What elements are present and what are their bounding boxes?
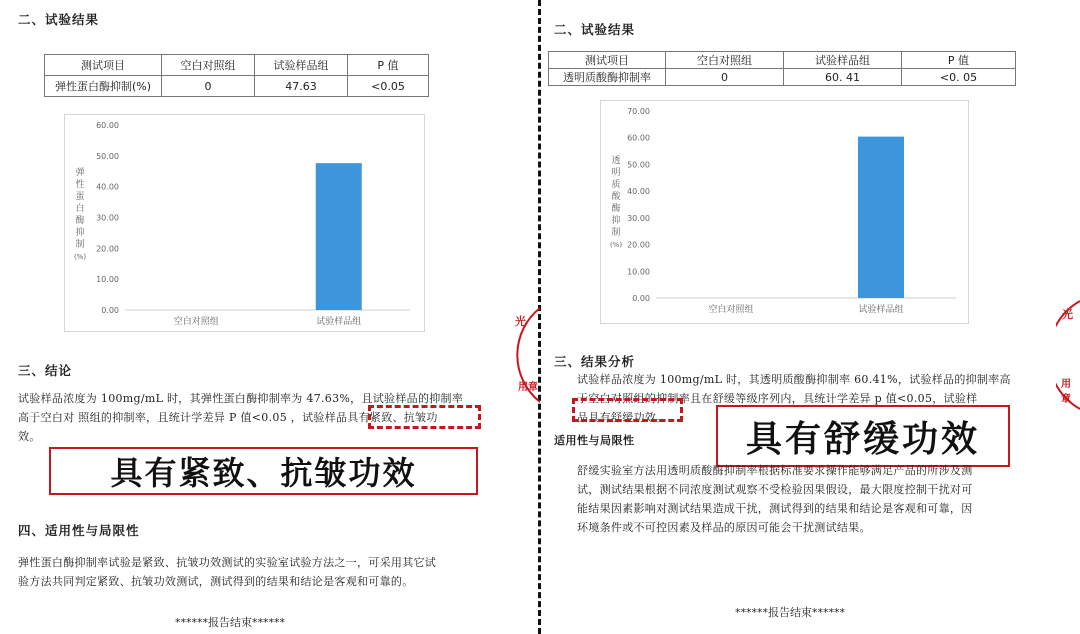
y-tick-label: 60.00 [627, 133, 650, 143]
text-line: 能结果因素影响对测试结果造成干扰，测试得到的结果和结论是客观和可靠，因 [577, 502, 973, 515]
y-axis-label-char: 弹 [75, 168, 85, 178]
right-analysis-heading: 三、结果分析 [554, 354, 636, 369]
y-tick-label: 0.00 [632, 294, 650, 303]
y-axis-label-char: 酸 [611, 192, 621, 202]
y-axis-label-char: 性 [75, 180, 85, 190]
y-axis-label-char: 抑 [611, 216, 621, 226]
y-axis-label-char: 蛋 [75, 192, 85, 202]
table-header-row [45, 55, 429, 76]
y-axis-label-char: 明 [611, 168, 621, 178]
table-header-cell: 空白对照组 [162, 55, 255, 76]
table-cell: 0 [162, 76, 255, 97]
y-tick-label: 20.00 [96, 244, 119, 254]
y-tick-label: 70.00 [627, 107, 650, 116]
y-tick-label: 50.00 [96, 151, 119, 161]
table-cell: 47.63 [255, 76, 348, 97]
y-axis-label-char: 酶 [611, 204, 621, 214]
table-header-cell: P 值 [348, 55, 429, 76]
right-results-table [548, 51, 1016, 86]
left-applicability-paragraph [18, 553, 493, 591]
y-axis-label-char: 抑 [75, 228, 85, 238]
text-line: 验方法共同判定紧致、抗皱功效测试，测试得到的结果和结论是客观和可靠的。 [18, 575, 414, 588]
y-axis-label-char: 透 [611, 156, 621, 166]
table-cell: <0. 05 [902, 69, 1016, 86]
text-line: 试验样品浓度为 100mg/mL 时，其透明质酸酶抑制率 60.41%，试验样品的抑制率高 [577, 373, 1011, 386]
stamp-text: 用章 [1061, 379, 1071, 405]
table-header-cell: P 值 [902, 52, 1016, 69]
stamp-text: 用章 [518, 382, 538, 393]
text-line: 试验样品浓度为 100mg/mL 时，其弹性蛋白酶抑制率为 47.63%，且试验样品的抑制率 [18, 392, 464, 405]
y-tick-label: 60.00 [96, 121, 119, 130]
text-line: 试，测试结果根据不同浓度测试观察不受检验因果假设，最大限度控制干扰对可 [577, 483, 973, 496]
stamp-text: 光 [1062, 308, 1073, 321]
table-header-cell: 测试项目 [45, 55, 162, 76]
table-cell: 0 [666, 69, 784, 86]
text-line: 于空白对照组的抑制率且在舒缓等级序列内，具统计学差异 p 值<0.05，试验样 [577, 392, 978, 405]
y-tick-label: 0.00 [101, 306, 119, 315]
table-cell: 透明质酸酶抑制率 [549, 69, 666, 86]
text-line: 高于空白对 照组的抑制率，且统计学差异 P 值<0.05 ，试验样品具有紧致、抗皱功 [18, 411, 438, 424]
table-header-cell: 空白对照组 [666, 52, 784, 69]
table-header-cell: 试验样品组 [784, 52, 902, 69]
right-applicability-heading: 适用性与局限性 [554, 434, 635, 447]
text-line: 弹性蛋白酶抑制率试验是紧致、抗皱功效测试的实验室试验方法之一，可采用其它试 [18, 556, 437, 569]
left-dashed-highlight [368, 405, 481, 429]
x-category-label: 空白对照组 [173, 317, 219, 327]
y-tick-label: 20.00 [627, 240, 650, 250]
y-tick-label: 50.00 [627, 160, 650, 170]
x-category-label: 空白对照组 [708, 305, 754, 315]
table-header-cell: 测试项目 [549, 52, 666, 69]
table-header-cell: 试验样品组 [255, 55, 348, 76]
table-cell: 弹性蛋白酶抑制(%) [45, 76, 162, 97]
right-highlight-callout: 具有舒缓功效 [716, 405, 1010, 467]
table-cell: <0.05 [348, 76, 429, 97]
left-applicability-heading: 四、适用性与局限性 [18, 523, 140, 538]
right-end-mark: ******报告结束****** [735, 606, 845, 619]
y-tick-label: 10.00 [627, 267, 650, 277]
left-results-heading: 二、试验结果 [18, 12, 100, 27]
text-line: 效。 [18, 430, 41, 443]
y-axis-label-char: (%) [609, 241, 623, 249]
x-category-label: 试验样品组 [316, 317, 362, 327]
stamp-text: 光 [515, 315, 526, 328]
left-results-table [44, 54, 429, 97]
y-axis-label-char: 酶 [75, 216, 85, 226]
y-tick-label: 40.00 [627, 187, 650, 197]
right-dashed-highlight [572, 398, 683, 422]
x-category-label: 试验样品组 [858, 305, 904, 315]
y-axis-label-char: 质 [611, 180, 621, 190]
left-conclusion-heading: 三、结论 [18, 363, 73, 378]
y-axis-label-char: (%) [73, 253, 87, 261]
table-row [45, 76, 429, 97]
table-cell: 60. 41 [784, 69, 902, 86]
right-results-heading: 二、试验结果 [554, 22, 636, 37]
y-axis-label-char: 制 [75, 240, 85, 250]
text-line: 环境条件或不可控因素及样品的原因可能会干扰测试结果。 [577, 521, 871, 534]
y-tick-label: 30.00 [96, 213, 119, 223]
bar-2 [858, 137, 904, 298]
y-tick-label: 10.00 [96, 275, 119, 285]
left-end-mark: ******报告结束****** [175, 616, 285, 629]
table-row [549, 69, 1016, 86]
y-axis-label-char: 制 [611, 228, 621, 238]
right-bar-chart [600, 100, 969, 324]
bar-2 [316, 163, 362, 310]
y-axis-label-char: 白 [75, 204, 85, 214]
table-header-row [549, 52, 1016, 69]
left-bar-chart [64, 114, 425, 332]
text-line: 品具有舒缓功效。 [577, 411, 668, 424]
left-chart-svg [65, 115, 424, 331]
y-tick-label: 40.00 [96, 182, 119, 192]
right-chart-svg [601, 101, 968, 323]
y-tick-label: 30.00 [627, 213, 650, 223]
left-highlight-callout: 具有紧致、抗皱功效 [49, 447, 478, 495]
right-applicability-paragraph [577, 461, 1017, 537]
text-line: 舒缓实验室方法用透明质酸酶抑制率根据标准要求操作能够满足产品的所涉及测 [577, 464, 973, 477]
